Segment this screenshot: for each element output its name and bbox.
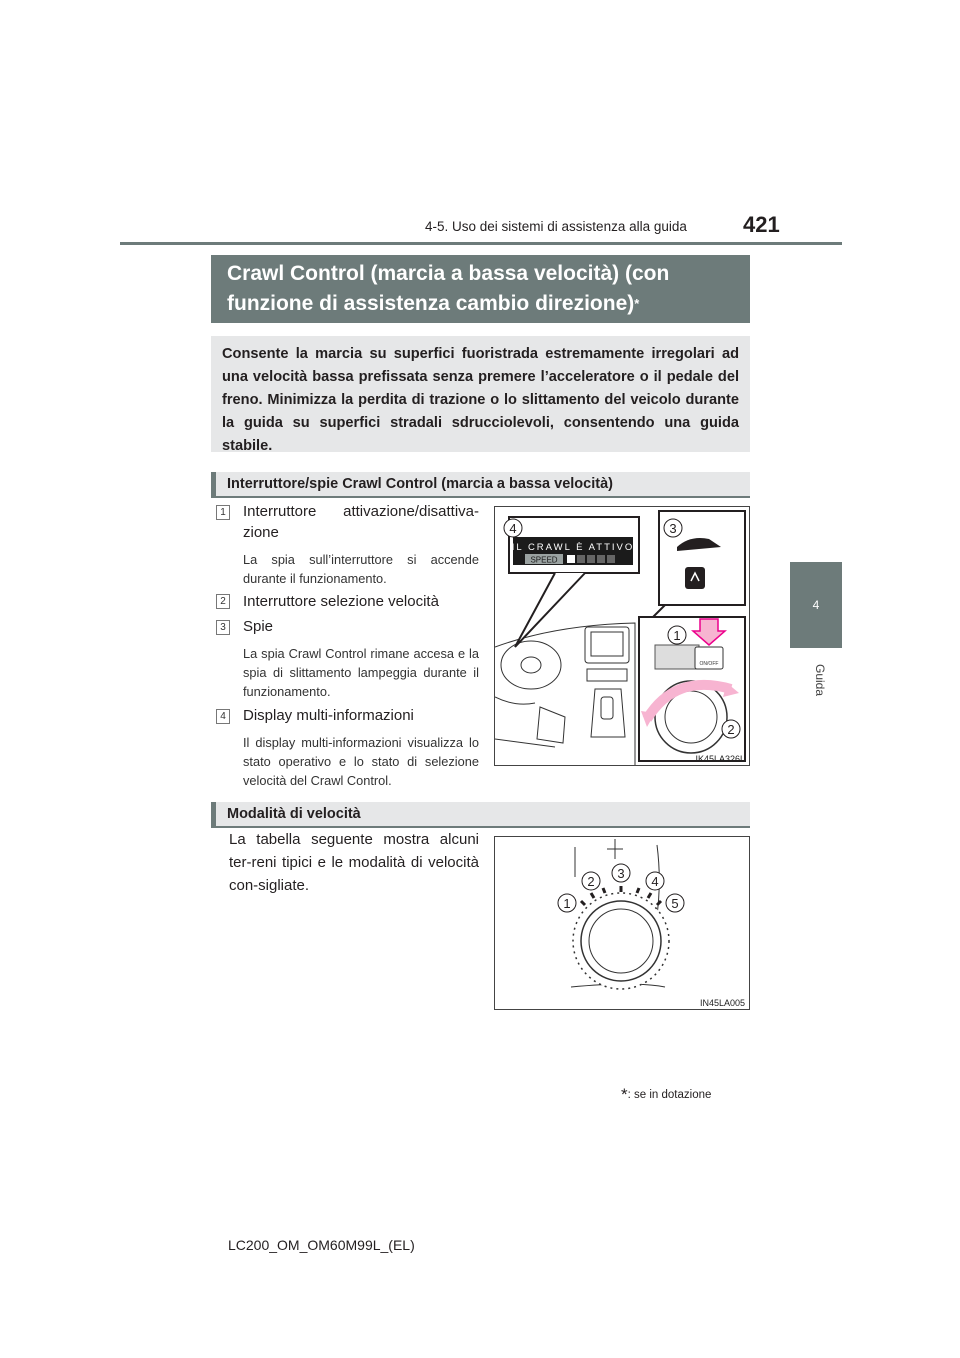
item-desc-4: Il display multi-informazioni visualizza lo stato operativo e lo stato di selezione velocità del Crawl Control.: [243, 735, 479, 788]
dial-callout-2: 2: [587, 874, 595, 889]
item-desc-1: La spia sull’interruttore si accende durante il funzionamento.: [243, 552, 479, 586]
item-number-4: 4: [216, 709, 230, 724]
footnote-asterisk: *: [621, 1085, 628, 1104]
item-number-1: 1: [216, 505, 230, 520]
dial-callout-1: 1: [563, 896, 571, 911]
item-number-2: 2: [216, 594, 230, 609]
display-text: IL CRAWL È ATTIVO: [511, 542, 635, 553]
title-asterisk: *: [634, 296, 640, 311]
speed-dial-illustration: [495, 837, 749, 1009]
figure-code-2: IN45LA005: [699, 998, 745, 1008]
speed-label: SPEED: [530, 555, 558, 565]
footnote-text: : se in dotazione: [627, 1089, 712, 1101]
item-title-4: Display multi-informazioni: [243, 707, 414, 724]
callout-1: 1: [673, 628, 681, 643]
intro-paragraph: Consente la marcia su superfici fuoristrada estremamente irregolari ad una velocità bassa prefissata senza premere l’acceleratore o il pedale del freno. Minimizza la perdita di trazione o lo slittamento del veicolo durante la guida su superfici stradali sdrucciolevoli, consentendo una guida stabile.: [211, 336, 750, 452]
section-heading-switches: Interruttore/spie Crawl Control (marcia a bassa velocità): [211, 472, 750, 498]
dial-callout-5: 5: [671, 896, 679, 911]
header-section-title: 4-5. Uso dei sistemi di assistenza alla guida: [425, 219, 687, 234]
footnote: [621, 1085, 711, 1105]
chapter-label: Guida: [813, 664, 827, 697]
section-heading-speed-modes: Modalità di velocità: [211, 802, 750, 828]
callout-4: 4: [509, 521, 517, 536]
item-title-2: Interruttore selezione velocità: [243, 593, 439, 610]
page-number: 421: [743, 212, 780, 237]
item-title-3: Spie: [243, 618, 274, 635]
item-title-1-cont: zione: [243, 524, 279, 541]
speed-selector-figure: [494, 836, 750, 1010]
page-title-line1: Crawl Control (marcia a bassa velocità) (con: [227, 262, 670, 285]
dashboard-illustration: [495, 507, 749, 765]
page-title: [211, 255, 750, 323]
chapter-tab: 4: [790, 562, 842, 648]
page-title-line2: funzione di assistenza cambio direzione): [227, 292, 635, 315]
figure-code: IK45LA326L: [695, 754, 745, 764]
dial-callout-3: 3: [617, 866, 625, 881]
speed-modes-text: La tabella seguente mostra alcuni ter-reni tipici e le modalità di velocità con-sigliate.: [229, 831, 479, 894]
callout-2: 2: [727, 722, 735, 737]
item-title-1: Interruttore attivazione/disattiva-: [243, 503, 479, 520]
item-desc-3: La spia Crawl Control rimane accesa e la spia di slittamento lampeggia durante il funzionamento.: [243, 646, 479, 699]
switch-label: ON/OFF: [699, 661, 719, 667]
dial-callout-4: 4: [651, 874, 659, 889]
callout-3: 3: [669, 521, 677, 536]
crawl-control-figure: [494, 506, 750, 766]
item-number-3: 3: [216, 620, 230, 635]
model-code: LC200_OM_OM60M99L_(EL): [228, 1237, 415, 1253]
header-divider: [120, 242, 842, 245]
